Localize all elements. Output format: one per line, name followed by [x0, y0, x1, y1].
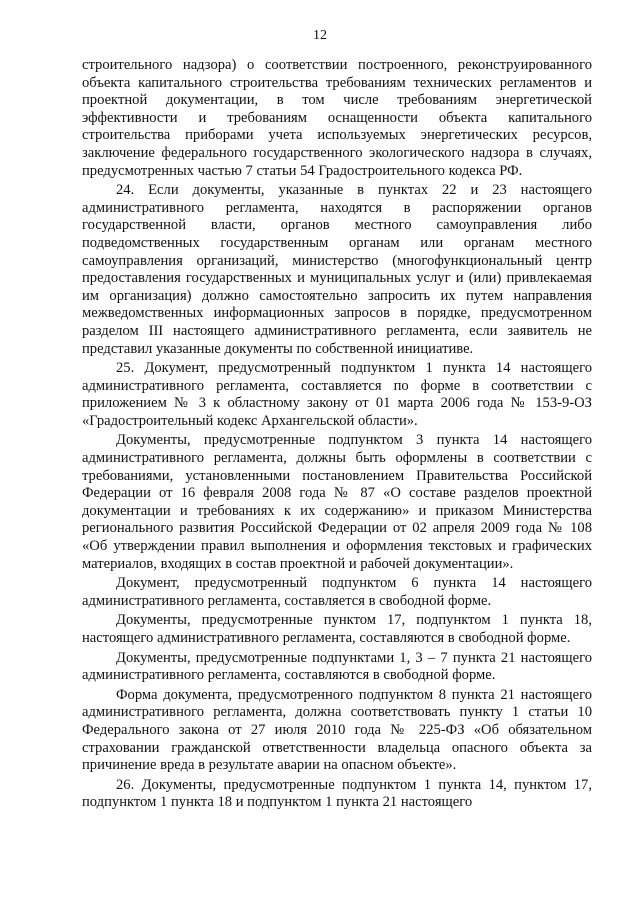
paragraph-project-docs: Документы, предусмотренные подпунктом 3 пункта 14 настоящего административного регламента, должны быть оформлены в соответствии с требованиями, установленными постановлением Правительства Российской Федерации от 16 февраля 2008 года № 87 «О составе разделов проектной документации и требованиях к их содержанию» и приказом Министерства регионального развития Российской Федерации от 02 апреля 2009 года № 108 «Об утверждении правил выполнения и оформления текстовых и графических материалов, входящих в состав проектной и рабочей документации».	[82, 432, 592, 572]
paragraph-subitem-6: Документ, предусмотренный подпунктом 6 пункта 14 настоящего административного регламента, составляется в свободной форме.	[82, 575, 592, 609]
paragraph-item-24: 24. Если документы, указанные в пунктах 22 и 23 настоящего административного регламента, находятся в распоряжении органов государственной власти, органов местного самоуправления либо подведомственных государственным органам или органам местного самоуправления организаций, министерство (многофункциональный центр предоставления государственных и муниципальных услуг и (или) привлекаемая им организация) должно самостоятельно запросить их путем направления межведомственных информационных запросов в порядке, предусмотренном разделом III настоящего административного регламента, если заявитель не представил указанные документы по собственной инициативе.	[82, 182, 592, 357]
page-number: 12	[313, 28, 327, 43]
paragraph-continuation: строительного надзора) о соответствии построенного, реконструированного объекта капитального строительства требованиям технических регламентов и проектной документации, в том числе требованиям энергетической эффективности и требованиям оснащенности объекта капитального строительства приборами учета используемых энергетических ресурсов, заключение федерального государственного экологического надзора в случаях, предусмотренных частью 7 статьи 54 Градостроительного кодекса РФ.	[82, 57, 592, 179]
paragraph-item-25: 25. Документ, предусмотренный подпунктом 1 пункта 14 настоящего административного регламента, составляется по форме в соответствии с приложением № 3 к областному закону от 01 марта 2006 года № 153-9-ОЗ «Градостроительный кодекс Архангельской области».	[82, 360, 592, 429]
document-body	[82, 57, 592, 812]
paragraph-form-subitem-8: Форма документа, предусмотренного подпунктом 8 пункта 21 настоящего административного регламента, должна соответствовать пункту 1 статьи 10 Федерального закона от 27 июля 2010 года № 225-ФЗ «Об обязательном страховании гражданской ответственности владельца опасного объекта за причинение вреда в результате аварии на опасном объекте».	[82, 686, 592, 774]
paragraph-item-17-18: Документы, предусмотренные пунктом 17, подпунктом 1 пункта 18, настоящего административного регламента, составляются в свободной форме.	[82, 612, 592, 646]
paragraph-item-26: 26. Документы, предусмотренные подпунктом 1 пункта 14, пунктом 17, подпунктом 1 пункта 18 и подпунктом 1 пункта 21 настоящего	[82, 776, 592, 811]
paragraph-item-21: Документы, предусмотренные подпунктами 1, 3 – 7 пункта 21 настоящего административного регламента, составляются в свободной форме.	[82, 649, 592, 684]
